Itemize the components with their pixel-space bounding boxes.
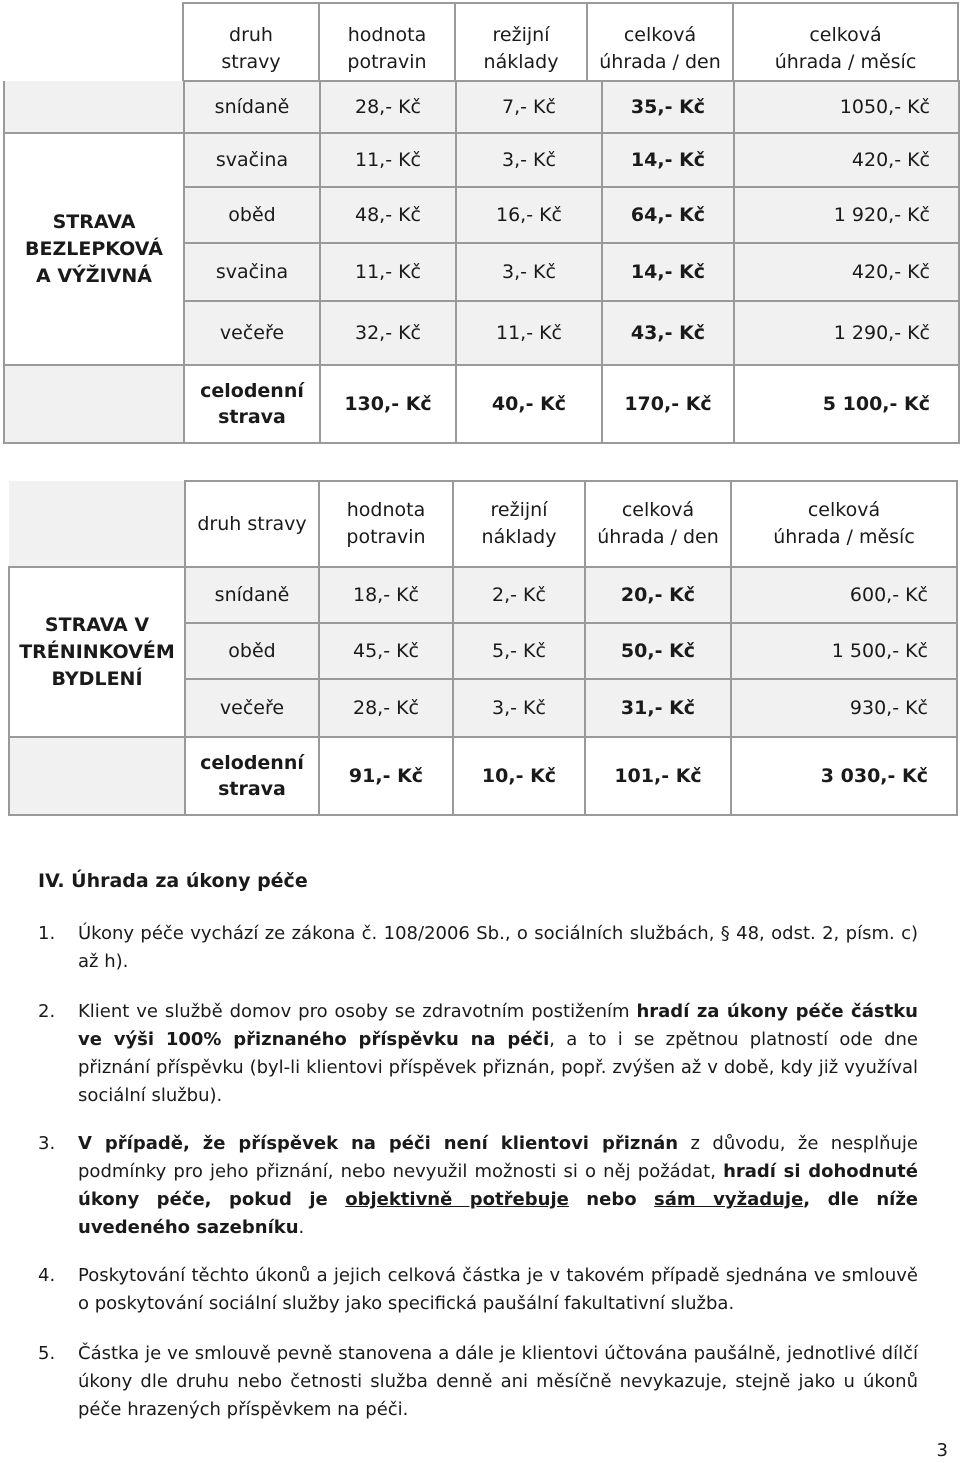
table-row: snídaně 28,- Kč 7,- Kč 35,- Kč 1050,- Kč <box>4 81 959 133</box>
text-run: . <box>298 1217 305 1238</box>
table-row: večeře 32,- Kč 11,- Kč 43,- Kč 1 290,- Kč <box>4 301 959 365</box>
header-hodnota-potravin: hodnota potravin <box>319 3 455 95</box>
header-druh-stravy: druh stravy <box>183 3 319 95</box>
header-uhrada-mesic: celková úhrada / měsíc <box>733 3 958 95</box>
table-total-row: celodenní strava 130,- Kč 40,- Kč 170,- Kč 5 100,- Kč <box>4 365 959 443</box>
text-run: objektivně potřebuje <box>345 1189 569 1210</box>
text-run: hradí si dohodnuté úkony péče, pokud je <box>78 1161 918 1210</box>
side-label-treninkove: STRAVA V TRÉNINKOVÉM BYDLENÍ <box>9 567 185 737</box>
header-hodnota-potravin: hodnota potravin <box>319 481 453 567</box>
table-row: večeře 28,- Kč 3,- Kč 31,- Kč 930,- Kč <box>9 679 957 737</box>
table-total-row: celodenní strava 91,- Kč 10,- Kč 101,- Kč 3 030,- Kč <box>9 737 957 815</box>
paragraph-sign-icon: § <box>720 923 730 944</box>
text-run: nebo <box>568 1189 655 1210</box>
text-run: z důvodu, že nesplňuje podmínky pro jeho přiznání, nebo nevyužil možnosti si o něj požádat, <box>78 1133 918 1182</box>
list-item: 5. Částka je ve smlouvě pevně stanovena a dále je klientovi účtována paušálně, jednotlivé dílčí úkony dle druhu nebo četnosti služba denně ani měsíčně nevykazuje, stejně jako u úkonů péče hrazených příspěvkem na péči. <box>38 1343 918 1420</box>
text-run: Klient ve službě domov pro osoby se zdravotním postižením <box>78 1001 637 1022</box>
text-run: V případě, že příspěvek na péči není klientovi přiznán <box>78 1133 679 1154</box>
table-row: oběd 45,- Kč 5,- Kč 50,- Kč 1 500,- Kč <box>9 623 957 679</box>
text-run: Částka je ve smlouvě pevně stanovena a dále je klientovi účtována paušálně, jednotlivé dílčí úkony dle druhu nebo četnosti služba denně ani měsíčně nevykazuje, stejně jako u úkonů péče hrazených příspěvkem na péči. <box>78 1343 918 1420</box>
table-row: STRAVA BEZLEPKOVÁ A VÝŽIVNÁ svačina 11,- Kč 3,- Kč 14,- Kč 420,- Kč <box>4 133 959 187</box>
list-item: 3. V případě, že příspěvek na péči není klientovi přiznán z důvodu, že nesplňuje podmínky pro jeho přiznání, nebo nevyužil možnosti si o něj požádat, hradí si dohodnuté úkony péče, pokud je objektivně potřebuje nebo sám vyžaduje, dle níže uvedeného sazebníku. <box>38 1133 918 1238</box>
table1-body <box>3 80 960 444</box>
text-run: sám vyžaduje <box>654 1189 804 1210</box>
table-row: oběd 48,- Kč 16,- Kč 64,- Kč 1 920,- Kč <box>4 187 959 243</box>
table-row: svačina 11,- Kč 3,- Kč 14,- Kč 420,- Kč <box>4 243 959 301</box>
page-number: 3 <box>936 1440 948 1461</box>
text-run: , dle níže uvedeného sazebníku <box>78 1189 918 1238</box>
list-item: 1. Úkony péče vychází ze zákona č. 108/2006 Sb., o sociálních službách, § 48, odst. 2, písm. c) až h). <box>38 923 918 972</box>
header-uhrada-den: celková úhrada / den <box>587 3 733 95</box>
header-rezijni-naklady: režijní náklady <box>453 481 585 567</box>
list-item: 2. Klient ve službě domov pro osoby se zdravotním postižením hradí za úkony péče částku ve výši 100% přiznaného příspěvku na péči, a to i se zpětnou platností ode dne přiznání příspěvku (byl-li klientovi příspěvek přiznán, popř. zvýšen až v době, kdy již využíval sociální službu). <box>38 1001 918 1106</box>
section-title: IV. Úhrada za úkony péče <box>38 870 308 892</box>
table-strava-treninkove-bydleni <box>8 480 958 816</box>
table-header-row <box>9 481 957 567</box>
text-run: hradí za úkony péče částku ve výši 100% přiznaného příspěvku na péči <box>78 1001 918 1050</box>
text-run: , a to i se zpětnou platností ode dne přiznání příspěvku (byl-li klientovi příspěvek přiznán, popř. zvýšen až v době, kdy již využíval sociální službu). <box>78 1029 918 1106</box>
header-rezijni-naklady: režijní náklady <box>455 3 587 95</box>
header-druh-stravy: druh stravy <box>185 481 319 567</box>
side-label-bezlepkova: STRAVA BEZLEPKOVÁ A VÝŽIVNÁ <box>4 133 184 365</box>
header-uhrada-den: celková úhrada / den <box>585 481 731 567</box>
header-uhrada-mesic: celková úhrada / měsíc <box>731 481 957 567</box>
table-row: STRAVA V TRÉNINKOVÉM BYDLENÍ snídaně 18,- Kč 2,- Kč 20,- Kč 600,- Kč <box>9 567 957 623</box>
text-run: Poskytování těchto úkonů a jejich celková částka je v takovém případě sjednána ve smlouvě o poskytování sociální služby jako specifická paušální fakultativní služba. <box>78 1265 918 1314</box>
list-item: 4. Poskytování těchto úkonů a jejich celková částka je v takovém případě sjednána ve smlouvě o poskytování sociální služby jako specifická paušální fakultativní služba. <box>38 1265 918 1314</box>
